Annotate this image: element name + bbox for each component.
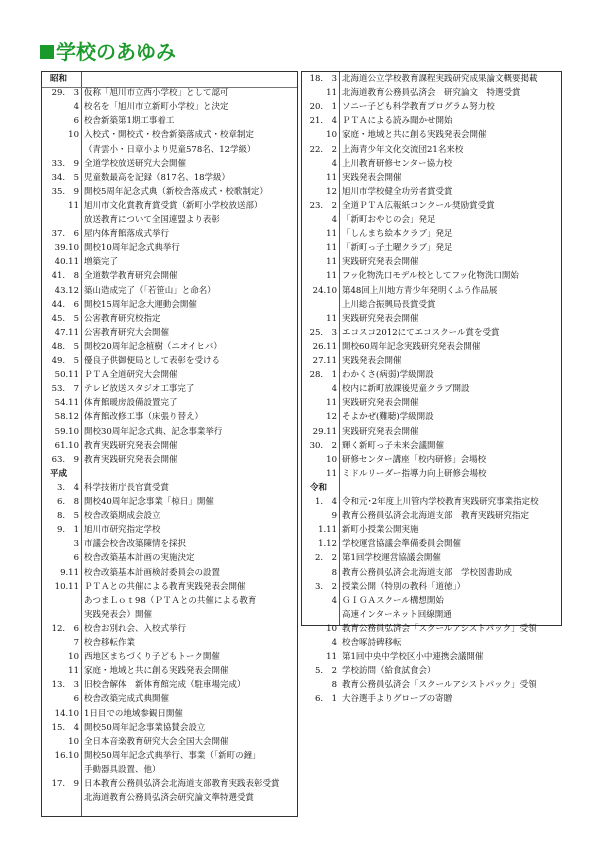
era-heading-row bbox=[42, 468, 297, 482]
timeline-date: 8 bbox=[331, 680, 337, 691]
timeline-event: 第1回学校運営協議会開催 bbox=[342, 553, 441, 564]
timeline-row bbox=[302, 186, 561, 200]
green-square-icon bbox=[40, 45, 54, 59]
timeline-event: 全道ＰＴＡ広報紙コンクール奨励賞受賞 bbox=[342, 200, 495, 211]
timeline-row bbox=[302, 242, 561, 256]
timeline-date: 24.10 bbox=[312, 285, 337, 296]
timeline-event: 開校60周年記念実践研究発表会開催 bbox=[342, 341, 481, 352]
timeline-row bbox=[302, 256, 561, 270]
timeline-date: 4 bbox=[331, 595, 337, 606]
timeline-date: 12 bbox=[326, 186, 337, 197]
timeline-date: 1.11 bbox=[318, 525, 337, 536]
timeline-date: 1.12 bbox=[318, 539, 337, 550]
timeline-event: 増築完了 bbox=[84, 257, 119, 268]
timeline-row bbox=[302, 214, 561, 228]
timeline-event: 実践研究発表会開催 bbox=[342, 313, 419, 324]
timeline-event: 開校15周年記念大運動会開催 bbox=[84, 299, 197, 310]
timeline-row bbox=[302, 341, 561, 355]
timeline-row bbox=[42, 158, 297, 172]
timeline-event: 市議会校舎改築陳情を採択 bbox=[84, 539, 187, 550]
timeline-row bbox=[42, 144, 297, 158]
timeline-event: 日本教育公務員弘済会北海道支部教育実践表彰受賞 bbox=[84, 779, 280, 789]
timeline-event: 教育公務員弘済会「スクールアシストパック」受領 bbox=[342, 680, 537, 691]
timeline-date: 28. 1 bbox=[309, 370, 337, 381]
timeline-event: 西地区まちづくり子どもトーク開催 bbox=[84, 652, 220, 663]
timeline-date: 47.11 bbox=[54, 327, 79, 338]
timeline-row bbox=[42, 313, 297, 327]
timeline-row bbox=[302, 679, 561, 693]
timeline-row bbox=[302, 397, 561, 411]
timeline-event: 実践研究発表会開催 bbox=[342, 398, 419, 409]
timeline-event: 上川総合振興局長賞受賞 bbox=[342, 299, 436, 310]
timeline-date: 22. 2 bbox=[309, 144, 337, 155]
timeline-date: 26.11 bbox=[312, 341, 337, 352]
timeline-row bbox=[42, 496, 297, 510]
timeline-row bbox=[42, 242, 297, 256]
timeline-event: 校名を「旭川市立新町小学校」と決定 bbox=[84, 102, 229, 113]
timeline-date: 9.11 bbox=[60, 567, 79, 578]
timeline-row bbox=[42, 115, 297, 129]
timeline-event: わかくさ(病弱)学級開設 bbox=[342, 370, 434, 381]
timeline-date: 12 bbox=[326, 412, 337, 423]
timeline-event: 実践発表会開催 bbox=[342, 172, 402, 183]
timeline-event: 教育実践研究発表会開催 bbox=[84, 440, 178, 451]
timeline-event: 開校40周年記念事業「椋日」開催 bbox=[84, 497, 214, 507]
timeline-date: 63. 9 bbox=[51, 454, 79, 465]
timeline-date: 11 bbox=[326, 468, 337, 479]
timeline-row bbox=[302, 426, 561, 440]
timeline-row bbox=[42, 482, 297, 496]
timeline-date: 10.11 bbox=[54, 581, 79, 592]
timeline-event: 校舎改築基本計画検討委員会の設置 bbox=[84, 567, 221, 578]
timeline-event: 高速インターネット回線開通 bbox=[342, 609, 452, 620]
timeline-date: 35. 9 bbox=[51, 186, 79, 197]
timeline-row bbox=[302, 552, 561, 566]
timeline-date: 10 bbox=[326, 454, 337, 465]
timeline-event: 輝く新町っ子未来会議開催 bbox=[342, 440, 445, 451]
timeline-row bbox=[42, 299, 297, 313]
timeline-date: 4 bbox=[331, 384, 337, 395]
timeline-event: 「しんまち絵本クラブ」発足 bbox=[342, 229, 453, 240]
timeline-date: 6 bbox=[73, 694, 79, 705]
timeline-event: 実践発表会開催 bbox=[342, 356, 402, 366]
timeline-date: 11 bbox=[326, 243, 337, 254]
timeline-event: 児童数最高を記録（817名、18学級） bbox=[84, 172, 231, 183]
timeline-date: 17. 9 bbox=[51, 779, 79, 789]
timeline-row bbox=[42, 750, 297, 764]
timeline-row bbox=[42, 369, 297, 383]
timeline-row bbox=[42, 440, 297, 454]
timeline-date: 25. 3 bbox=[309, 327, 337, 338]
timeline-row bbox=[42, 383, 297, 397]
timeline-event: 入校式・開校式・校舎新築落成式・校章制定 bbox=[84, 130, 255, 141]
timeline-date: 16.10 bbox=[54, 750, 79, 761]
timeline-row bbox=[42, 341, 297, 355]
timeline-date: 20. 1 bbox=[309, 102, 337, 113]
timeline-date: 11 bbox=[326, 172, 337, 183]
timeline-date: 23. 2 bbox=[309, 200, 337, 211]
timeline-event: ソニー子ども科学教育プログラム努力校 bbox=[342, 102, 495, 113]
timeline-event: 校舎啄詩碑移転 bbox=[342, 638, 402, 648]
timeline-row bbox=[302, 383, 561, 397]
timeline-date: 4 bbox=[331, 215, 337, 225]
timeline-event: ＰＴＡとの共催による教育実践発表会開催 bbox=[84, 581, 246, 592]
timeline-row bbox=[42, 397, 297, 411]
timeline-date: 6. 1 bbox=[314, 694, 337, 705]
timeline-date: 50.11 bbox=[54, 370, 79, 381]
timeline-row bbox=[302, 665, 561, 679]
timeline-row bbox=[42, 778, 297, 792]
timeline-event: 「新町っ子土曜クラブ」発足 bbox=[342, 243, 453, 254]
timeline-row bbox=[302, 313, 561, 327]
timeline-date: 11 bbox=[326, 229, 337, 240]
timeline-date: 2. 2 bbox=[314, 553, 337, 564]
timeline-event: 校舎お別れ会、入校式挙行 bbox=[84, 623, 187, 634]
timeline-event: 学校運営協議会準備委員会開催 bbox=[342, 539, 462, 550]
timeline-date: 18. 3 bbox=[309, 74, 337, 84]
timeline-row bbox=[42, 228, 297, 242]
era-label: 令和 bbox=[310, 482, 328, 493]
timeline-event: 教育公務員弘済会北海道支部 教育実践研究指定 bbox=[342, 511, 530, 522]
timeline-date: 8. 5 bbox=[56, 511, 79, 522]
timeline-date: 11 bbox=[326, 652, 337, 663]
timeline-date: 49. 5 bbox=[51, 356, 79, 366]
timeline-row bbox=[302, 411, 561, 425]
timeline-date: 3. 4 bbox=[56, 482, 79, 493]
timeline-event: 学校訪問（給食試食会） bbox=[342, 666, 436, 677]
timeline-date: 4 bbox=[73, 102, 79, 113]
timeline-date: 8 bbox=[331, 567, 337, 578]
timeline-row bbox=[302, 496, 561, 510]
timeline-row bbox=[42, 285, 297, 299]
timeline-row bbox=[42, 665, 297, 679]
timeline-row bbox=[302, 285, 561, 299]
timeline-row bbox=[42, 764, 297, 778]
timeline-date: 4 bbox=[331, 158, 337, 169]
timeline-event: 北海道教育公務員弘済会 研究論文 特選受賞 bbox=[342, 88, 521, 99]
timeline-row bbox=[302, 651, 561, 665]
timeline-event: 校舎改築完成式典開催 bbox=[84, 694, 170, 705]
timeline-row bbox=[42, 256, 297, 270]
timeline-row bbox=[42, 595, 297, 609]
timeline-row bbox=[302, 538, 561, 552]
timeline-event: 教育公務員弘済会「スクールアシストパック」受領 bbox=[342, 623, 537, 634]
timeline-date: 21. 4 bbox=[309, 116, 337, 127]
timeline-row bbox=[302, 299, 561, 313]
timeline-date: 11 bbox=[326, 398, 337, 409]
timeline-event: ＰＴＡによる読み聞かせ開始 bbox=[342, 116, 453, 127]
timeline-event: 北海道教育公務員弘済会研究論文準特選受賞 bbox=[84, 793, 255, 804]
era-heading-row bbox=[42, 73, 297, 88]
timeline-row bbox=[302, 510, 561, 524]
timeline-date: 3 bbox=[73, 539, 79, 550]
timeline-date: 43.12 bbox=[54, 285, 79, 296]
timeline-row bbox=[302, 172, 561, 186]
page-title-block bbox=[40, 40, 176, 64]
timeline-row bbox=[42, 609, 297, 623]
timeline-event: 築山造成完了（「若笹山」と命名） bbox=[84, 285, 216, 296]
timeline-date: 59.10 bbox=[54, 426, 79, 437]
timeline-date: 11 bbox=[326, 271, 337, 282]
timeline-row bbox=[42, 552, 297, 566]
timeline-date: 15. 4 bbox=[51, 722, 79, 733]
timeline-row bbox=[42, 693, 297, 707]
timeline-date: 9. 1 bbox=[56, 525, 79, 536]
timeline-event: 第48回上川地方青少年発明くふう作品展 bbox=[342, 285, 498, 296]
timeline-row bbox=[302, 144, 561, 158]
page-title: 学校のあゆみ bbox=[56, 40, 176, 64]
timeline-date: 11 bbox=[326, 257, 337, 268]
timeline-event: 開校30周年記念式典、記念事業挙行 bbox=[84, 426, 223, 437]
timeline-row bbox=[42, 327, 297, 341]
timeline-date: 11 bbox=[68, 200, 79, 211]
timeline-date: 11 bbox=[326, 88, 337, 99]
timeline-date: 29. 3 bbox=[51, 88, 79, 99]
timeline-event: 家庭・地域と共に創る実践発表会開催 bbox=[342, 130, 487, 141]
timeline-event: 旭川市学校健全功労者賞受賞 bbox=[342, 186, 453, 197]
timeline-date: 41. 8 bbox=[51, 271, 79, 282]
timeline-event: 家庭・地域と共に創る実践発表会開催 bbox=[84, 666, 229, 677]
timeline-row bbox=[302, 158, 561, 172]
timeline-row bbox=[42, 355, 297, 369]
timeline-date: 10 bbox=[68, 652, 79, 663]
timeline-date: 11 bbox=[326, 313, 337, 324]
timeline-event: 科学技術庁長官賞受賞 bbox=[84, 482, 170, 493]
timeline-date: 6 bbox=[73, 116, 79, 127]
timeline-row bbox=[302, 115, 561, 129]
timeline-date: 29.11 bbox=[312, 426, 337, 437]
timeline-event: ＧＩＧＡスクール構想開始 bbox=[342, 595, 444, 606]
era-label: 昭和 bbox=[50, 74, 68, 84]
timeline-row bbox=[42, 637, 297, 651]
timeline-date: 14.10 bbox=[54, 708, 79, 719]
timeline-row bbox=[42, 200, 297, 214]
timeline-event: 「新町おやじの会」発足 bbox=[342, 215, 436, 225]
timeline-event: 開校10周年記念式典挙行 bbox=[84, 243, 180, 254]
timeline-row bbox=[42, 214, 297, 228]
era-label: 平成 bbox=[50, 468, 68, 479]
timeline-event: 屋内体育館落成式挙行 bbox=[84, 229, 170, 240]
timeline-event: 手動器具設置、他） bbox=[84, 764, 161, 775]
timeline-row bbox=[42, 679, 297, 693]
timeline-row bbox=[42, 524, 297, 538]
timeline-event: 大谷選手よりグローブの寄贈 bbox=[342, 694, 453, 705]
timeline-row bbox=[42, 623, 297, 637]
timeline-row bbox=[302, 73, 561, 87]
timeline-date: 40.11 bbox=[54, 257, 79, 268]
timeline-event: 校舎移転作業 bbox=[84, 638, 136, 648]
timeline-row bbox=[42, 270, 297, 284]
timeline-row bbox=[42, 510, 297, 524]
timeline-date: 6. 8 bbox=[56, 497, 79, 507]
timeline-row bbox=[302, 87, 561, 101]
timeline-date: 12. 6 bbox=[51, 623, 79, 634]
timeline-row bbox=[302, 623, 561, 637]
timeline-row bbox=[42, 567, 297, 581]
timeline-date: 10 bbox=[68, 736, 79, 747]
timeline-event: ミドルリーダー指導力向上研修会場校 bbox=[342, 468, 487, 479]
timeline-event: 第1回中央中学校区小中連携会議開催 bbox=[342, 652, 484, 663]
timeline-event: そよかぜ(難聴)学級開設 bbox=[342, 412, 434, 423]
timeline-row bbox=[302, 327, 561, 341]
timeline-row bbox=[302, 270, 561, 284]
timeline-event: 体育館暖房設備設置完了 bbox=[84, 398, 178, 409]
timeline-event: 仮称「旭川市立西小学校」として認可 bbox=[84, 88, 229, 99]
timeline-event: 令和元･2年度上川管内学校教育実践研究事業指定校 bbox=[342, 497, 539, 507]
timeline-date: 13. 3 bbox=[51, 680, 79, 691]
timeline-date: 6 bbox=[73, 553, 79, 564]
timeline-event: ＰＴＡ全道研究大会開催 bbox=[84, 370, 178, 381]
timeline-row bbox=[302, 609, 561, 623]
timeline-row bbox=[42, 172, 297, 186]
timeline-date: 61.10 bbox=[54, 440, 79, 451]
timeline-date: 10 bbox=[68, 130, 79, 141]
timeline-row bbox=[302, 454, 561, 468]
timeline-event: 全道数学教育研究会開催 bbox=[84, 271, 178, 282]
timeline-date: 27.11 bbox=[312, 356, 337, 366]
timeline-event: 実践研究発表会開催 bbox=[342, 426, 419, 437]
timeline-row bbox=[302, 228, 561, 242]
timeline-event: 開校50周年記念事業協賛会設立 bbox=[84, 722, 206, 733]
timeline-event: 優良子供御便局として表彰を受ける bbox=[84, 356, 221, 366]
timeline-date: 1. 4 bbox=[314, 497, 337, 507]
timeline-row bbox=[42, 186, 297, 200]
timeline-event: 1日目での地域参観日開催 bbox=[84, 708, 183, 719]
timeline-row bbox=[42, 129, 297, 143]
timeline-row bbox=[42, 87, 297, 101]
timeline-event: 上海青少年文化交流団21名来校 bbox=[342, 144, 464, 155]
timeline-date: 9 bbox=[331, 511, 337, 522]
timeline-row bbox=[42, 792, 297, 806]
timeline-event: （青雲小・日章小より児童578名、12学級） bbox=[84, 144, 256, 155]
timeline-row bbox=[302, 129, 561, 143]
timeline-date: 11 bbox=[68, 666, 79, 677]
timeline-date: 10 bbox=[326, 130, 337, 141]
timeline-row bbox=[302, 355, 561, 369]
timeline-event: 旧校舎解体 新体育館完成（駐車場完成） bbox=[84, 680, 246, 691]
timeline-event: 放送教育について全国連盟より表彰 bbox=[84, 215, 220, 225]
timeline-date: 10 bbox=[326, 623, 337, 634]
timeline-date: 44. 6 bbox=[51, 299, 79, 310]
timeline-date: 33. 9 bbox=[51, 158, 79, 169]
timeline-date: 4 bbox=[331, 638, 337, 648]
timeline-row bbox=[42, 101, 297, 115]
timeline-date: 54.11 bbox=[54, 398, 79, 409]
timeline-row bbox=[302, 637, 561, 651]
era-heading-row bbox=[302, 482, 561, 496]
timeline-row bbox=[302, 440, 561, 454]
timeline-table-left bbox=[41, 71, 298, 817]
timeline-event: 北海道公立学校教育課程実践研究成果論文概要掲載 bbox=[342, 74, 538, 84]
timeline-date: 5. 2 bbox=[314, 666, 337, 677]
timeline-date: 34. 5 bbox=[51, 172, 79, 183]
timeline-date: 7 bbox=[73, 638, 79, 648]
timeline-event: 開校5周年記念式典（新校舎落成式・校歌制定） bbox=[84, 186, 268, 197]
timeline-row bbox=[302, 581, 561, 595]
timeline-event: エコスコ2012にてエコスクール賞を受賞 bbox=[342, 327, 500, 338]
timeline-event: 新町小授業公開実施 bbox=[342, 525, 419, 536]
timeline-event: 校舎改築基本計画の実施決定 bbox=[84, 553, 195, 564]
timeline-event: 教育実践研究発表会開催 bbox=[84, 454, 178, 465]
timeline-row bbox=[302, 369, 561, 383]
timeline-event: フッ化物洗口モデル校としてフッ化物洗口開始 bbox=[342, 271, 519, 282]
timeline-row bbox=[42, 454, 297, 468]
timeline-event: 旭川市研究指定学校 bbox=[84, 525, 161, 536]
timeline-event: あつまＬｏｔ98（ＰＴＡとの共催による教育 bbox=[84, 595, 257, 606]
timeline-date: 58.12 bbox=[54, 412, 79, 423]
timeline-row bbox=[42, 651, 297, 665]
timeline-event: 開校50周年記念式典挙行、事業（「新町の鐘」 bbox=[84, 750, 261, 761]
timeline-event: 実践発表会）開催 bbox=[84, 609, 153, 620]
timeline-event: 体育館改修工事（床張り替え） bbox=[84, 412, 204, 423]
timeline-date: 3. 2 bbox=[314, 581, 337, 592]
timeline-table-right bbox=[301, 71, 562, 705]
timeline-event: 校舎新築第1期工事着工 bbox=[84, 116, 175, 127]
timeline-event: 公害教育研究大会開催 bbox=[84, 327, 170, 338]
timeline-row bbox=[302, 468, 561, 482]
timeline-event: 旭川市文化賞教育賞受賞（新町小学校放送部） bbox=[84, 200, 263, 211]
timeline-row bbox=[42, 411, 297, 425]
timeline-row bbox=[302, 524, 561, 538]
timeline-row bbox=[42, 426, 297, 440]
timeline-date: 53. 7 bbox=[51, 384, 79, 395]
timeline-event: 開校20周年記念植樹（ニオイヒバ） bbox=[84, 341, 222, 352]
timeline-event: 公害教育研究校指定 bbox=[84, 313, 161, 324]
timeline-event: テレビ放送スタジオ工事完了 bbox=[84, 384, 195, 395]
timeline-date: 37. 6 bbox=[51, 229, 79, 240]
timeline-row bbox=[302, 595, 561, 609]
timeline-row bbox=[302, 567, 561, 581]
timeline-event: 全道学校放送研究大会開催 bbox=[84, 158, 187, 169]
timeline-row bbox=[42, 736, 297, 750]
timeline-date: 39.10 bbox=[54, 243, 79, 254]
timeline-date: 30. 2 bbox=[309, 440, 337, 451]
timeline-event: 実践研究発表会開催 bbox=[342, 257, 419, 268]
timeline-event: 授業公開（特別の教科「道徳」） bbox=[342, 581, 466, 592]
timeline-row bbox=[302, 693, 561, 707]
timeline-row bbox=[42, 581, 297, 595]
timeline-event: 全日本音楽教育研究大会全国大会開催 bbox=[84, 736, 229, 747]
timeline-event: 上川教育研修センター協力校 bbox=[342, 158, 453, 169]
timeline-event: 研修センター講座「校内研修」会場校 bbox=[342, 454, 487, 465]
timeline-row bbox=[42, 708, 297, 722]
timeline-row bbox=[302, 101, 561, 115]
timeline-event: 校内に新町放課後児童クラブ開設 bbox=[342, 384, 470, 395]
timeline-event: 校舎改築期成会設立 bbox=[84, 511, 161, 522]
timeline-row bbox=[42, 538, 297, 552]
timeline-row bbox=[42, 722, 297, 736]
timeline-row bbox=[302, 200, 561, 214]
timeline-event: 教育公務員弘済会北海道支部 学校図書助成 bbox=[342, 567, 513, 578]
timeline-date: 45. 5 bbox=[51, 313, 79, 324]
timeline-date: 48. 5 bbox=[51, 341, 79, 352]
